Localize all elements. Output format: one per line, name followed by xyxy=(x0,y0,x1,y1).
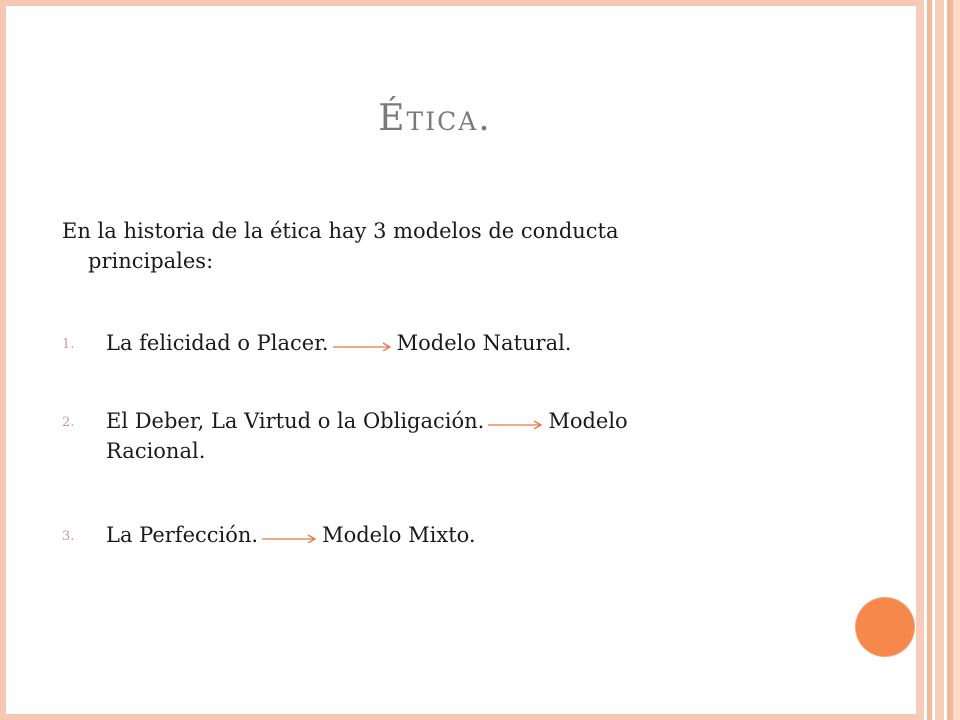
frame-top-border xyxy=(0,0,916,6)
list-number: 2. xyxy=(62,415,75,430)
right-arrow-icon xyxy=(488,417,544,429)
list-item-subject: La Perfección. xyxy=(106,523,259,547)
intro-line-1: En la historia de la ética hay 3 modelos de conducta xyxy=(62,219,619,243)
right-arrow-icon xyxy=(333,339,393,351)
list-item-continuation: Racional. xyxy=(106,439,206,463)
list-item-text xyxy=(106,520,786,550)
slide-title: Ética. xyxy=(378,98,492,139)
list-item-text xyxy=(106,406,786,466)
frame-bottom-border xyxy=(0,714,916,720)
list-item-model: Modelo Natural. xyxy=(396,331,572,355)
list-number: 1. xyxy=(62,337,75,352)
list-item-model: Modelo xyxy=(548,409,628,433)
decorative-circle xyxy=(856,598,914,656)
list-item-subject: El Deber, La Virtud o la Obligación. xyxy=(106,409,485,433)
list-number: 3. xyxy=(62,529,75,544)
list-item-subject: La felicidad o Placer. xyxy=(106,331,329,355)
right-arrow-icon xyxy=(262,531,318,543)
intro-line-2: principales: xyxy=(88,249,214,273)
list-item-text xyxy=(106,328,786,358)
decorative-stripes xyxy=(916,0,960,720)
intro-paragraph xyxy=(62,216,782,276)
list-item-model: Modelo Mixto. xyxy=(322,523,476,547)
